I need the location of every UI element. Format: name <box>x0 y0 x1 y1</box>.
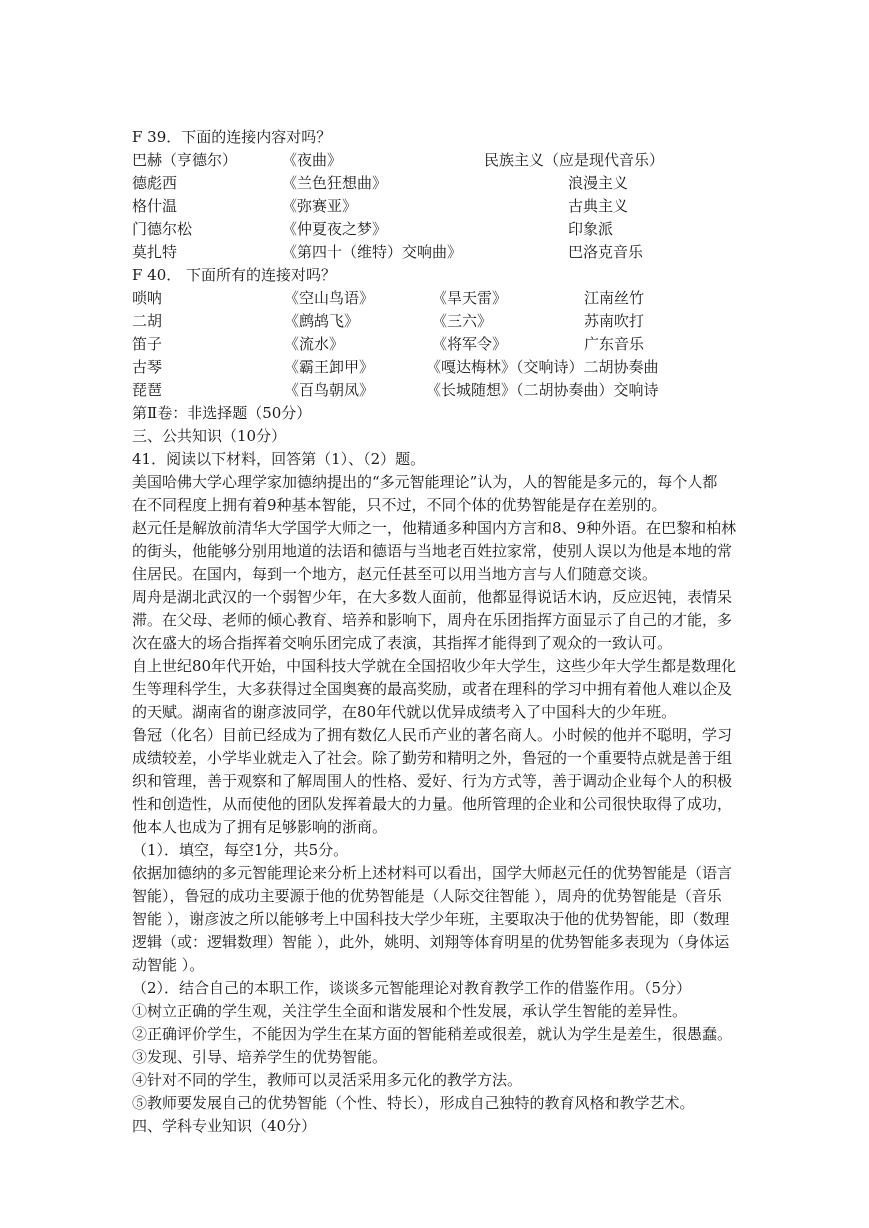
q40-row <box>132 356 740 379</box>
q39-composer: 门德尔松 <box>132 220 193 238</box>
answer-point: ④针对不同的学生，教师可以灵活采用多元化的教学方法。 <box>132 1071 523 1089</box>
q40-instrument: 琵琶 <box>132 381 163 399</box>
q40-title: F 40． 下面所有的连接对吗？ <box>132 266 337 284</box>
material-paragraph-multiple-intelligences: 美国哈佛大学心理学家加德纳提出的“多元智能理论”认为，人的智能是多元的，每个人都 在不同程度上拥有着9种基本智能，只不过，不同个体的优势智能是存在差别的。 <box>132 473 718 514</box>
q40-row <box>132 333 740 356</box>
sub-question-1-title: （1）．填空，每空1分，共5分。 <box>132 841 349 859</box>
q40-instrument: 笛子 <box>132 335 163 353</box>
q39-row <box>132 195 740 218</box>
q39-work: 《弥赛亚》 <box>282 197 358 215</box>
q40-piece-a: 《鹧鸪飞》 <box>284 312 360 330</box>
section-4-heading: 四、学科专业知识（40分） <box>132 1117 317 1135</box>
q39-style: 民族主义（应是现代音乐） <box>484 151 665 169</box>
q39-composer: 格什温 <box>132 197 178 215</box>
q39-row <box>132 218 740 241</box>
q40-instrument: 二胡 <box>132 312 163 330</box>
q40-instrument: 古琴 <box>132 358 163 376</box>
q39-style: 浪漫主义 <box>568 174 629 192</box>
q40-instrument: 唢呐 <box>132 289 163 307</box>
q40-piece-a: 《流水》 <box>284 335 345 353</box>
q39-row <box>132 172 740 195</box>
answer-point: ③发现、引导、培养学生的优势智能。 <box>132 1048 388 1066</box>
material-paragraph-zhou-zhou: 周舟是湖北武汉的一个弱智少年，在大多数人面前，他都显得说话木讷，反应迟钝，表情呆 滞。在父母、老师的倾心教育、培养和影响下，周舟在乐团指挥方面显示了自己的才能，多 次在盛大的场合指挥着交响乐团完成了表演，其指挥才能得到了观众的一致认可。 <box>132 588 733 652</box>
document-page <box>132 126 740 1138</box>
q39-style: 巴洛克音乐 <box>568 243 644 261</box>
sub-question-1-answer: 依据加德纳的多元智能理论来分析上述材料可以看出，国学大师赵元任的优势智能是（语言 智能），鲁冠的成功主要源于他的优势智能是（人际交往智能 ），周舟的优势智能是（音乐 智能 ），谢彦波之所以能够考上中国科技大学少年班，主要取决于他的优势智能，即（数理 逻辑（或：逻辑数理）智能 ），此外，姚明、刘翔等体育明星的优势智能多表现为（身体运 动智能 ）。 <box>132 864 733 974</box>
q39-work: 《第四十（维特）交响曲》 <box>282 243 463 261</box>
q41-title: 41．阅读以下材料，回答第（1）、（2）题。 <box>132 450 426 468</box>
q39-work: 《仲夏夜之梦》 <box>282 220 388 238</box>
q40-genre: 江南丝竹 <box>584 289 645 307</box>
material-paragraph-zhao-yuanren: 赵元任是解放前清华大学国学大师之一，他精通多种国内方言和8、9种外语。在巴黎和柏林 的街头，他能够分别用地道的法语和德语与当地老百姓拉家常，使别人误以为他是本地的常 住居民。在国内，每到一个地方，赵元任甚至可以用当地方言与人们随意交谈。 <box>132 519 737 583</box>
q40-piece-b: 《三六》 <box>432 312 493 330</box>
q40-piece-b: 《将军令》 <box>432 335 508 353</box>
q39-row <box>132 241 740 264</box>
q39-composer: 巴赫（亨德尔） <box>132 151 238 169</box>
q40-row <box>132 310 740 333</box>
section-3-heading: 三、公共知识（10分） <box>132 427 287 445</box>
q40-piece-b: 《嘎达梅林》（交响诗）二胡协奏曲 <box>426 358 659 376</box>
material-paragraph-lu-guan: 鲁冠（化名）目前已经成为了拥有数亿人民币产业的著名商人。小时候的他并不聪明，学习 成绩较差，小学毕业就走入了社会。除了勤劳和精明之外，鲁冠的一个重要特点就是善于组 织和管理，善于观察和了解周围人的性格、爱好、行为方式等，善于调动企业每个人的积极 性和创造性，从而使他的团队发挥着最大的力量。他所管理的企业和公司很快取得了成功， 他本人也成为了拥有足够影响的浙商。 <box>132 726 733 836</box>
q40-genre: 苏南吹打 <box>584 312 645 330</box>
q39-style: 印象派 <box>568 220 614 238</box>
q39-composer: 莫扎特 <box>132 243 178 261</box>
material-paragraph-ustc-youth-class: 自上世纪80年代开始，中国科技大学就在全国招收少年大学生，这些少年大学生都是数理化 生等理科学生，大多获得过全国奥赛的最高奖励，或者在理科的学习中拥有着他人难以企及 的天赋。湖南省的谢彦波同学，在80年代就以优异成绩考入了中国科大的少年班。 <box>132 657 737 721</box>
q40-piece-a: 《百鸟朝凤》 <box>284 381 375 399</box>
q40-piece-b: 《旱天雷》 <box>432 289 508 307</box>
q40-row <box>132 379 740 402</box>
section-2-heading: 第Ⅱ卷：非选择题（50分） <box>132 404 312 422</box>
answer-point: ⑤教师要发展自己的优势智能（个性、特长），形成自己独特的教育风格和教学艺术。 <box>132 1094 695 1112</box>
q39-row <box>132 149 740 172</box>
q39-title: F 39．下面的连接内容对吗？ <box>132 128 332 146</box>
q40-piece-a: 《霸王卸甲》 <box>284 358 375 376</box>
q40-piece-a: 《空山鸟语》 <box>284 289 375 307</box>
q40-genre: 广东音乐 <box>584 335 645 353</box>
answer-point: ②正确评价学生，不能因为学生在某方面的智能稍差或很差，就认为学生是差生，很愚蠢。 <box>132 1025 733 1043</box>
q39-composer: 德彪西 <box>132 174 178 192</box>
q40-piece-b: 《长城随想》（二胡协奏曲）交响诗 <box>426 381 659 399</box>
q39-work: 《夜曲》 <box>282 151 343 169</box>
answer-point: ①树立正确的学生观，关注学生全面和谐发展和个性发展，承认学生智能的差异性。 <box>132 1002 688 1020</box>
q40-row <box>132 287 740 310</box>
q39-work: 《兰色狂想曲》 <box>282 174 388 192</box>
sub-question-2-title: （2）．结合自己的本职工作，谈谈多元智能理论对教育教学工作的借鉴作用。（5分） <box>132 979 692 997</box>
q39-style: 古典主义 <box>568 197 629 215</box>
